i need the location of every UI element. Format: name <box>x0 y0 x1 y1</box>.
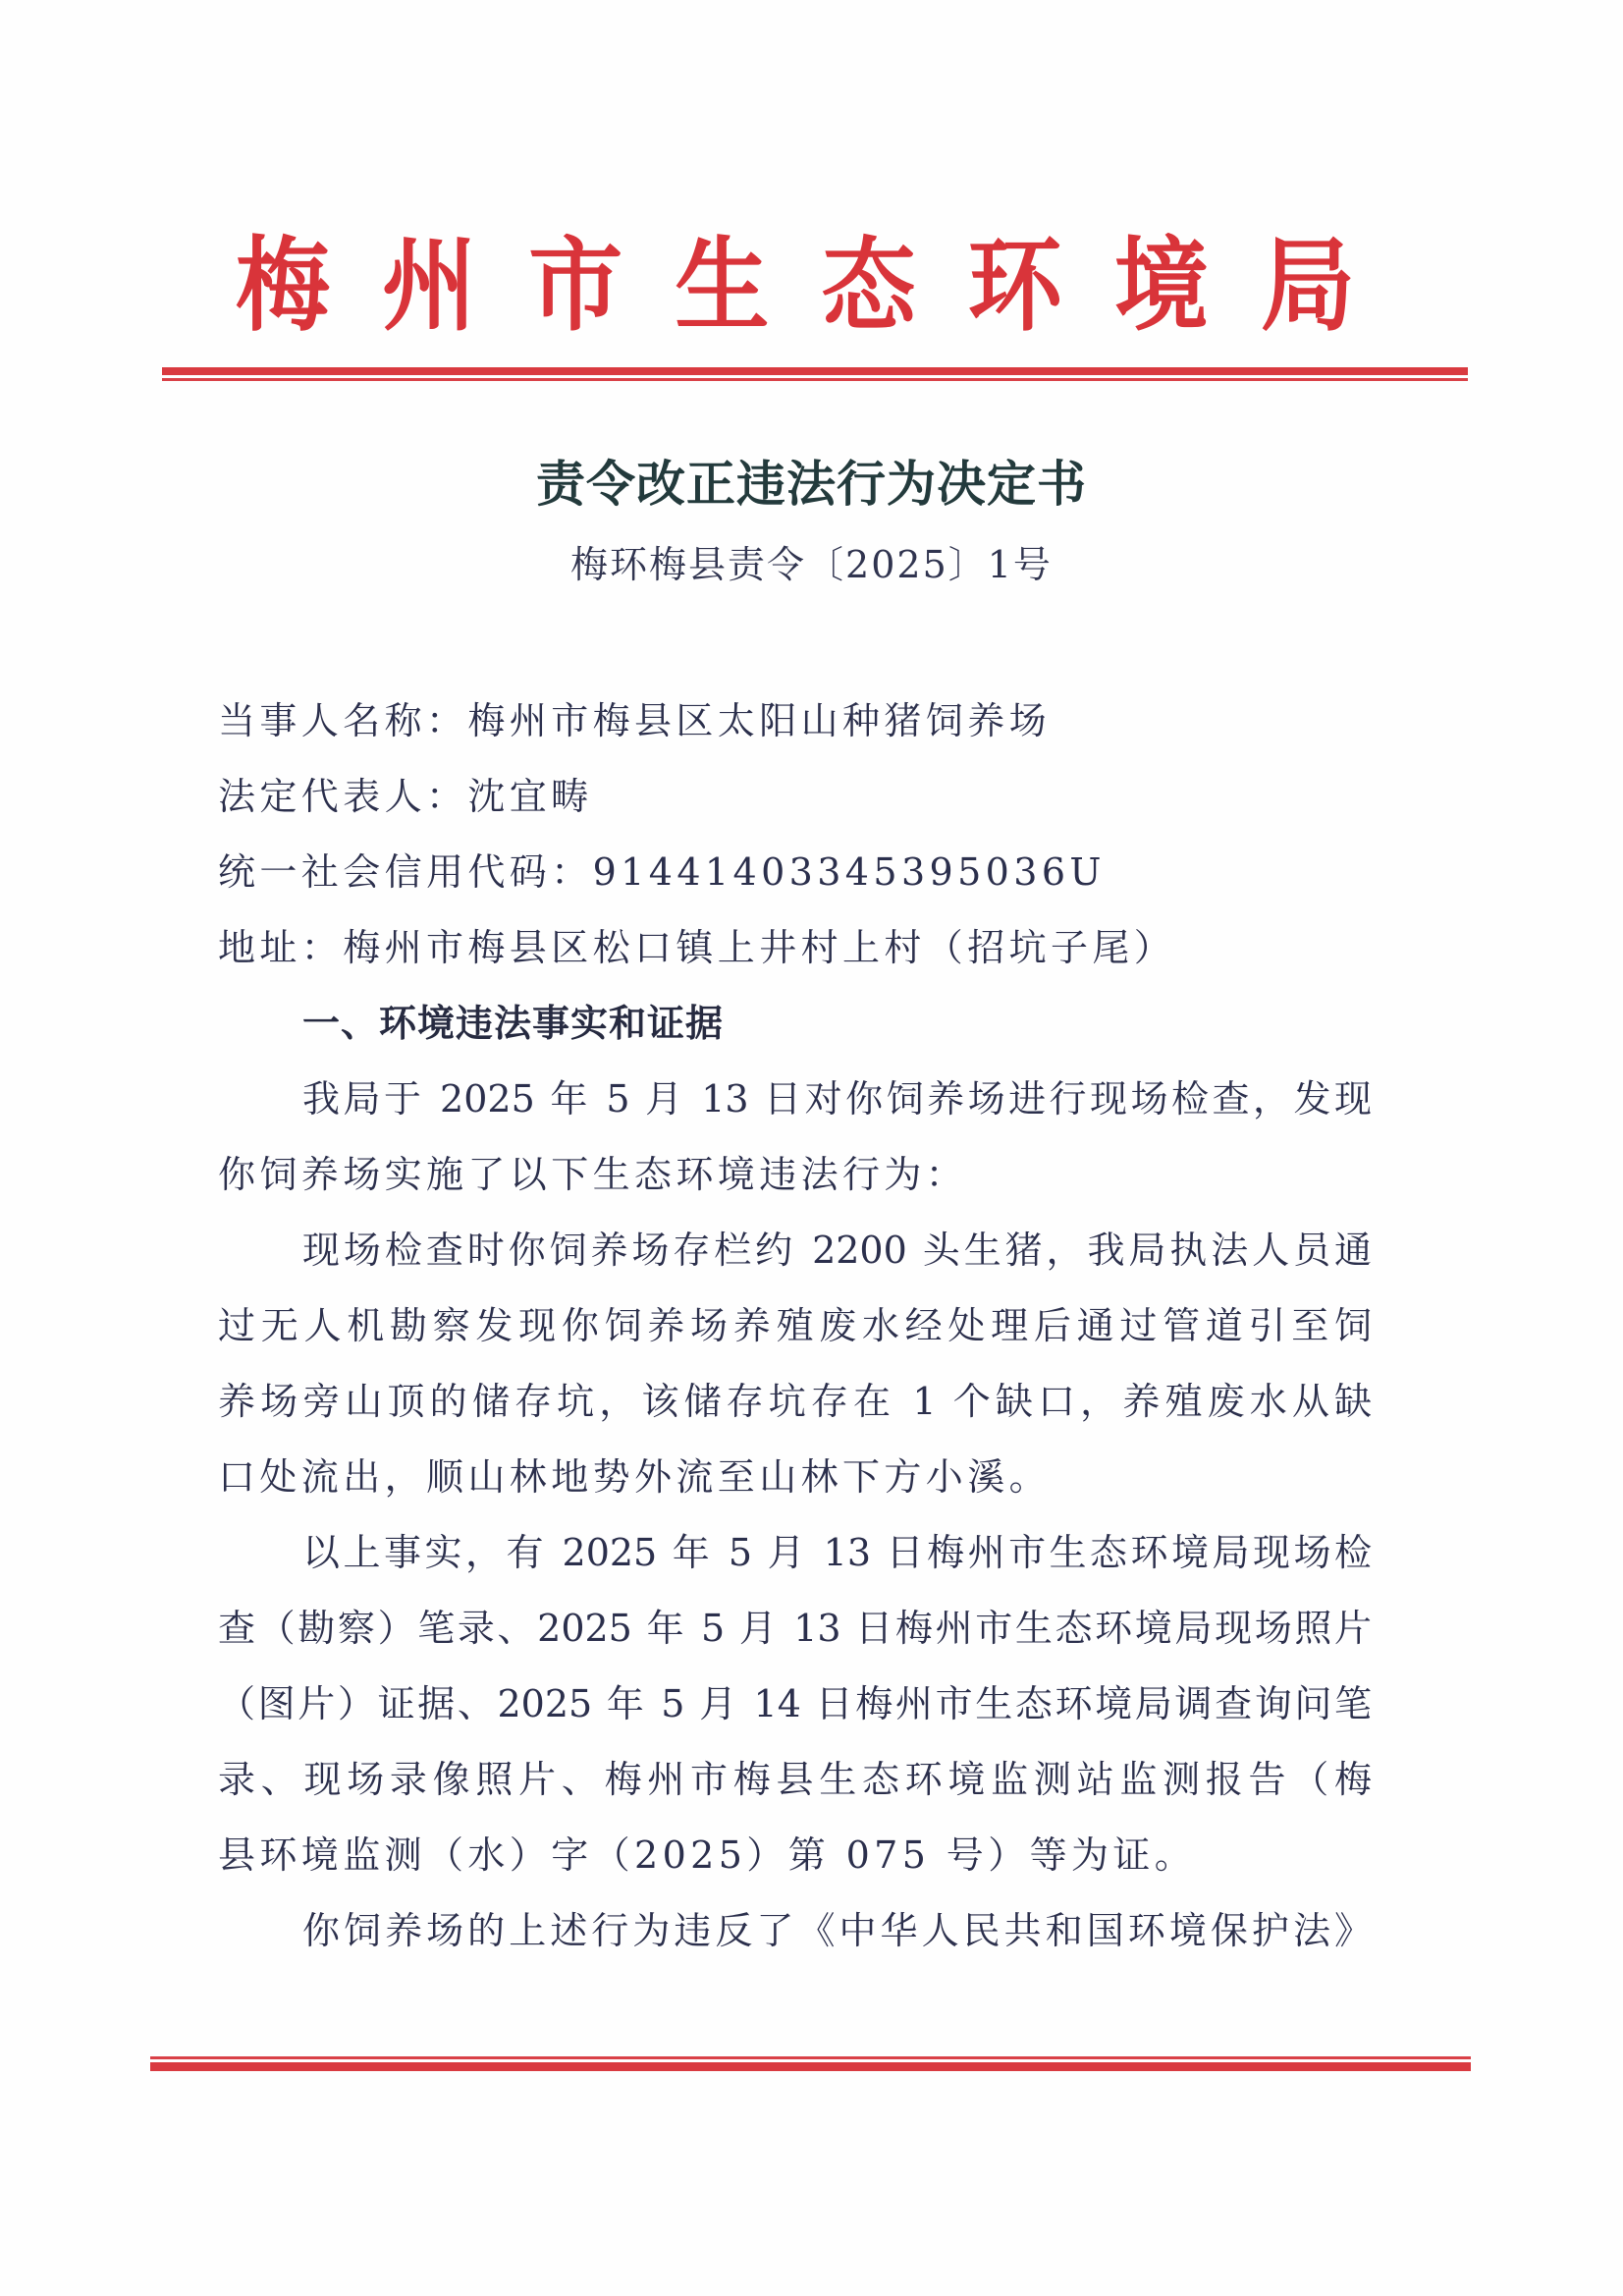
letterhead-char: 环 <box>967 225 1062 346</box>
party-rep-label: 法定代表人： <box>218 775 468 818</box>
paragraph-line: 口处流出，顺山林地势外流至山林下方小溪。 <box>218 1455 1052 1499</box>
party-address-line <box>218 920 1377 975</box>
party-credit-value: 91441403345395036U <box>592 850 1106 894</box>
section-heading: 一、环境违法事实和证据 <box>302 1002 725 1045</box>
party-address-label: 地址： <box>218 926 344 969</box>
red-rule-thick <box>150 2062 1471 2071</box>
paragraph-line: 查（勘察）笔录、2025 年 5 月 13 日梅州市生态环境局现场照片 <box>218 1607 1372 1650</box>
party-credit-label: 统一社会信用代码： <box>218 850 593 894</box>
party-credit-line <box>218 845 1377 900</box>
party-address-value: 梅州市梅县区松口镇上井村上村（招坑子尾） <box>343 926 1176 969</box>
paragraph-line: 你饲养场实施了以下生态环境违法行为： <box>218 1153 968 1196</box>
party-name-value: 梅州市梅县区太阳山种猪饲养场 <box>467 699 1052 742</box>
red-rule-thick <box>162 367 1468 375</box>
letterhead-char: 梅 <box>236 225 330 346</box>
red-rule-thin <box>162 378 1468 381</box>
party-rep-value: 沈宜畴 <box>467 775 593 818</box>
document-number: 梅环梅县责令〔2025〕1号 <box>570 543 1053 586</box>
party-name-line <box>218 693 1377 748</box>
letterhead-char: 态 <box>821 225 916 346</box>
paragraph-line: 你饲养场的上述行为违反了《中华人民共和国环境保护法》 <box>302 1909 1372 1952</box>
paragraph-line: 以上事实，有 2025 年 5 月 13 日梅州市生态环境局现场检 <box>302 1531 1372 1574</box>
red-rule-thin <box>150 2056 1471 2059</box>
footer-red-rule <box>150 2056 1471 2074</box>
letterhead-red-rule <box>162 367 1468 383</box>
paragraph-line: 现场检查时你饲养场存栏约 2200 头生猪，我局执法人员通 <box>302 1229 1372 1272</box>
paragraph-line: 我局于 2025 年 5 月 13 日对你饲养场进行现场检查，发现 <box>302 1077 1372 1121</box>
letterhead-char: 州 <box>382 225 477 346</box>
paragraph-line: 县环境监测（水）字（2025）第 075 号）等为证。 <box>218 1833 1197 1877</box>
document-title: 责令改正违法行为决定书 <box>536 455 1087 513</box>
letterhead-char: 局 <box>1260 225 1355 346</box>
paragraph-line: 养场旁山顶的储存坑，该储存坑存在 1 个缺口，养殖废水从缺 <box>218 1380 1372 1423</box>
paragraph-line: 过无人机勘察发现你饲养场养殖废水经处理后通过管道引至饲 <box>218 1304 1372 1347</box>
letterhead-org-name <box>236 225 1355 346</box>
paragraph-line: 录、现场录像照片、梅州市梅县生态环境监测站监测报告（梅 <box>218 1758 1372 1801</box>
letterhead-char: 市 <box>528 225 623 346</box>
letterhead-char: 生 <box>675 225 770 346</box>
party-rep-line <box>218 769 1377 824</box>
paragraph-line: （图片）证据、2025 年 5 月 14 日梅州市生态环境局调查询问笔 <box>218 1682 1372 1725</box>
party-name-label: 当事人名称： <box>218 699 468 742</box>
letterhead-char: 境 <box>1113 225 1209 346</box>
